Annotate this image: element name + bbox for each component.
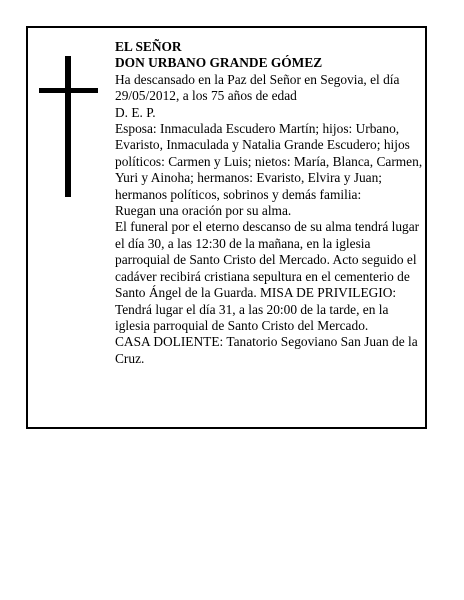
cross-vertical-bar [65, 56, 71, 197]
notice-text [115, 39, 425, 367]
cross-horizontal-bar [39, 88, 98, 93]
family-list: Esposa: Inmaculada Escudero Martín; hijos: Urbano, Evaristo, Inmaculada y Natalia Grande Escudero; hijos políticos: Carmen y Luis; nietos: María, Blanca, Carmen, Yuri y Ainoha; hermanos: Evaristo, Elvira y Juan; hermanos políticos, sobrinos y demás familia: [115, 121, 423, 202]
death-info: Ha descansado en la Paz del Señor en Segovia, el día 29/05/2012, a los 75 años de edad [115, 71, 400, 104]
prayer-request: Ruegan una oración por su alma. [115, 203, 292, 219]
casa-doliente: CASA DOLIENTE: Tanatorio Segoviano San Juan de la Cruz. [115, 334, 418, 366]
deceased-name: DON URBANO GRANDE GÓMEZ [115, 55, 323, 71]
dep-line: D. E. P. [115, 104, 156, 120]
obituary-notice [26, 26, 427, 429]
funeral-info: El funeral por el eterno descanso de su alma tendrá lugar el día 30, a las 12:30 de la mañana, en la iglesia parroquial de Santo Cristo del Mercado. Acto seguido el cadáver recibirá cristiana sepultura en el cementerio de Santo Ángel de la Guarda. MISA DE PRIVILEGIO: Tendrá lugar el día 31, a las 20:00 de la tarde, en la iglesia parroquial de Santo Cristo del Mercado. [115, 219, 420, 333]
title-line-1: EL SEÑOR [115, 39, 182, 54]
cross-icon [39, 56, 98, 197]
